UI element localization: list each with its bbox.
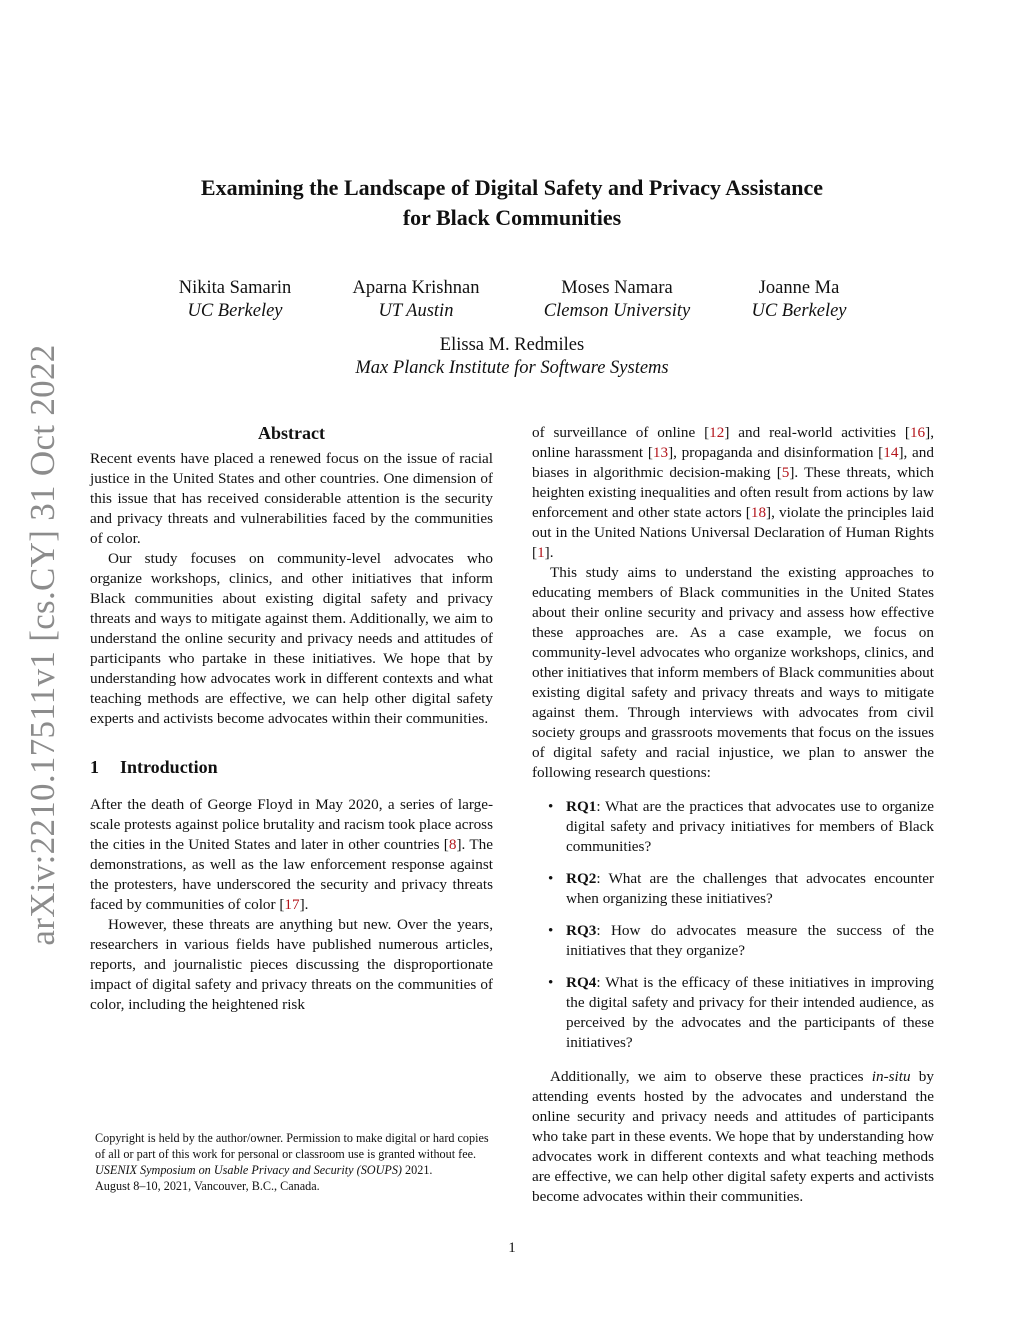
citation-link[interactable]: 5: [781, 464, 790, 481]
list-item: [532, 973, 934, 1053]
intro-paragraph-2: However, these threats are anything but new. Over the years, researchers in various fields have published numerous articles, reports, and journalistic pieces discussing the disproportionate impact of digital safety and privacy threats on the communities of color, including the heightened risk: [90, 916, 493, 1013]
citation-link[interactable]: 13: [652, 444, 669, 461]
left-column: [90, 421, 493, 1015]
right-column: [532, 423, 934, 1207]
abstract-paragraph-2: Our study focuses on community-level advocates who organize workshops, clinics, and other initiatives that inform Black communities about existing digital safety and privacy threats and ways to mitigate against them. Additionally, we aim to understand the online security and privacy needs and attitudes of participants who partake in these initiatives. We hope that by understanding how advocates work in different contexts and what teaching methods are effective, we can help other digital safety experts and activists become advocates within their communities.: [90, 550, 493, 727]
paper-title-line-2: for Black Communities: [402, 205, 622, 230]
author-1: [179, 277, 292, 323]
author-name: Elissa M. Redmiles: [439, 335, 585, 355]
copyright-text: Copyright is held by the author/owner. Permission to make digital or hard copies of all or part of this work for personal or classroom use is granted without fee.: [95, 1131, 489, 1161]
author-4: [751, 277, 846, 323]
list-item: [532, 797, 934, 857]
author-2: [353, 277, 480, 323]
author-name: Joanne Ma: [758, 278, 840, 298]
citation-link[interactable]: 14: [883, 444, 899, 461]
research-questions-list: [532, 797, 934, 1053]
text-run: Additionally, we aim to observe these practices: [550, 1068, 872, 1085]
right-paragraph-1: [532, 423, 934, 563]
text-run: After the death of George Floyd in May 2020, a series of large-scale protests against police brutality and racism took place across the cities in the United States and later in other countries [: [90, 796, 493, 853]
venue-dates: August 8–10, 2021, Vancouver, B.C., Canada.: [95, 1179, 320, 1193]
author-name: Aparna Krishnan: [352, 278, 480, 298]
abstract-heading: Abstract: [258, 423, 325, 443]
section-title: Introduction: [120, 757, 218, 777]
right-paragraph-3: [532, 1067, 934, 1207]
intro-paragraph-1: [90, 795, 493, 915]
bullet-icon: •: [548, 922, 554, 939]
section-number: 1: [90, 757, 99, 777]
paper-title-line-1: Examining the Landscape of Digital Safety and Privacy Assistance: [200, 175, 824, 200]
citation-link[interactable]: 18: [750, 504, 767, 521]
author-affiliation: Max Planck Institute for Software Systems: [355, 358, 669, 378]
introduction-heading: [90, 755, 493, 779]
venue-line: [95, 1162, 500, 1178]
list-item: [532, 869, 934, 909]
right-paragraph-2: This study aims to understand the existing approaches to educating members of Black communities in the United States about their online security and privacy and assess how effective these approaches are. As a case example, we focus on community-level advocates who organize workshops, clinics, and other initiatives that inform members of Black communities about existing digital safety and privacy threats and ways to mitigate against them. Through interviews with advocates from civil society groups and grassroots movements that focus on the issues of digital safety and racial injustice, we plan to answer the following research questions:: [532, 564, 934, 781]
copyright-footnote: [95, 1130, 500, 1194]
text-run: ], propaganda and disinformation [: [668, 444, 884, 461]
author-affiliation: UT Austin: [378, 301, 454, 321]
text-run: ]. These threats, which heighten existing inequalities and often result from actions by law enforcement and other state actors [: [532, 464, 934, 521]
bullet-icon: •: [548, 798, 554, 815]
list-item: [532, 921, 934, 961]
author-5: [355, 334, 668, 380]
text-run: ], violate the principles laid out in the United Nations Universal Declaration of Human Rights [: [532, 504, 934, 561]
rq-text: : What are the practices that advocates use to organize digital safety and privacy initiatives for members of Black communities?: [566, 798, 934, 855]
author-affiliation: Clemson University: [543, 301, 691, 321]
bullet-icon: •: [548, 974, 554, 991]
author-name: Moses Namara: [561, 278, 673, 298]
venue-name: USENIX Symposium on Usable Privacy and Security (SOUPS): [95, 1163, 402, 1177]
rq-text: : How do advocates measure the success of the initiatives that they organize?: [566, 922, 934, 959]
page-number: 1: [508, 1240, 516, 1256]
author-name: Nikita Samarin: [178, 278, 292, 298]
arxiv-side-label: arXiv:2210.17511v1 [cs.CY] 31 Oct 2022: [23, 344, 62, 946]
paper-title: [90, 173, 934, 233]
rq-label: RQ1: [566, 798, 597, 815]
rq-label: RQ4: [566, 974, 597, 991]
rq-label: RQ3: [566, 922, 597, 939]
text-run: ]. The demonstrations, as well as the law enforcement response against the protesters, have underscored the security and privacy threats faced by communities of color [: [90, 836, 493, 913]
citation-link[interactable]: 8: [448, 836, 457, 853]
emphasis-text: in-situ: [871, 1068, 911, 1085]
venue-year: 2021.: [402, 1163, 433, 1177]
citation-link[interactable]: 17: [284, 896, 300, 913]
rq-text: : What is the efficacy of these initiatives in improving the digital safety and privacy for their intended audience, as perceived by the advocates and the participants of these initiatives?: [566, 974, 934, 1051]
rq-label: RQ2: [566, 870, 597, 887]
text-run: by attending events hosted by the advocates and understand the online security and privacy needs and attitudes of participants who take part in these events. We hope that by understanding how advocates work in different contexts and what teaching methods are effective, we can help other digital safety experts and activists become advocates within their communities.: [532, 1068, 934, 1205]
abstract-paragraph-1: Recent events have placed a renewed focus on the issue of racial justice in the United States and other countries. One dimension of this issue that has received considerable attention is the security and privacy threats and vulnerabilities faced by the communities of color.: [90, 450, 493, 547]
text-run: of surveillance of online [: [532, 424, 710, 441]
text-run: ], and biases in algorithmic decision-making [: [532, 444, 934, 481]
rq-text: : What are the challenges that advocates encounter when organizing these initiatives?: [566, 870, 934, 907]
author-affiliation: UC Berkeley: [751, 301, 847, 321]
text-run: ], online harassment [: [532, 424, 934, 461]
citation-link[interactable]: 1: [537, 544, 545, 561]
text-run: ].: [299, 896, 309, 913]
bullet-icon: •: [548, 870, 554, 887]
author-affiliation: UC Berkeley: [187, 301, 283, 321]
citation-link[interactable]: 16: [909, 424, 926, 441]
citation-link[interactable]: 12: [709, 424, 725, 441]
text-run: ].: [544, 544, 554, 561]
text-run: ] and real-world activities [: [724, 424, 910, 441]
author-3: [544, 277, 690, 323]
